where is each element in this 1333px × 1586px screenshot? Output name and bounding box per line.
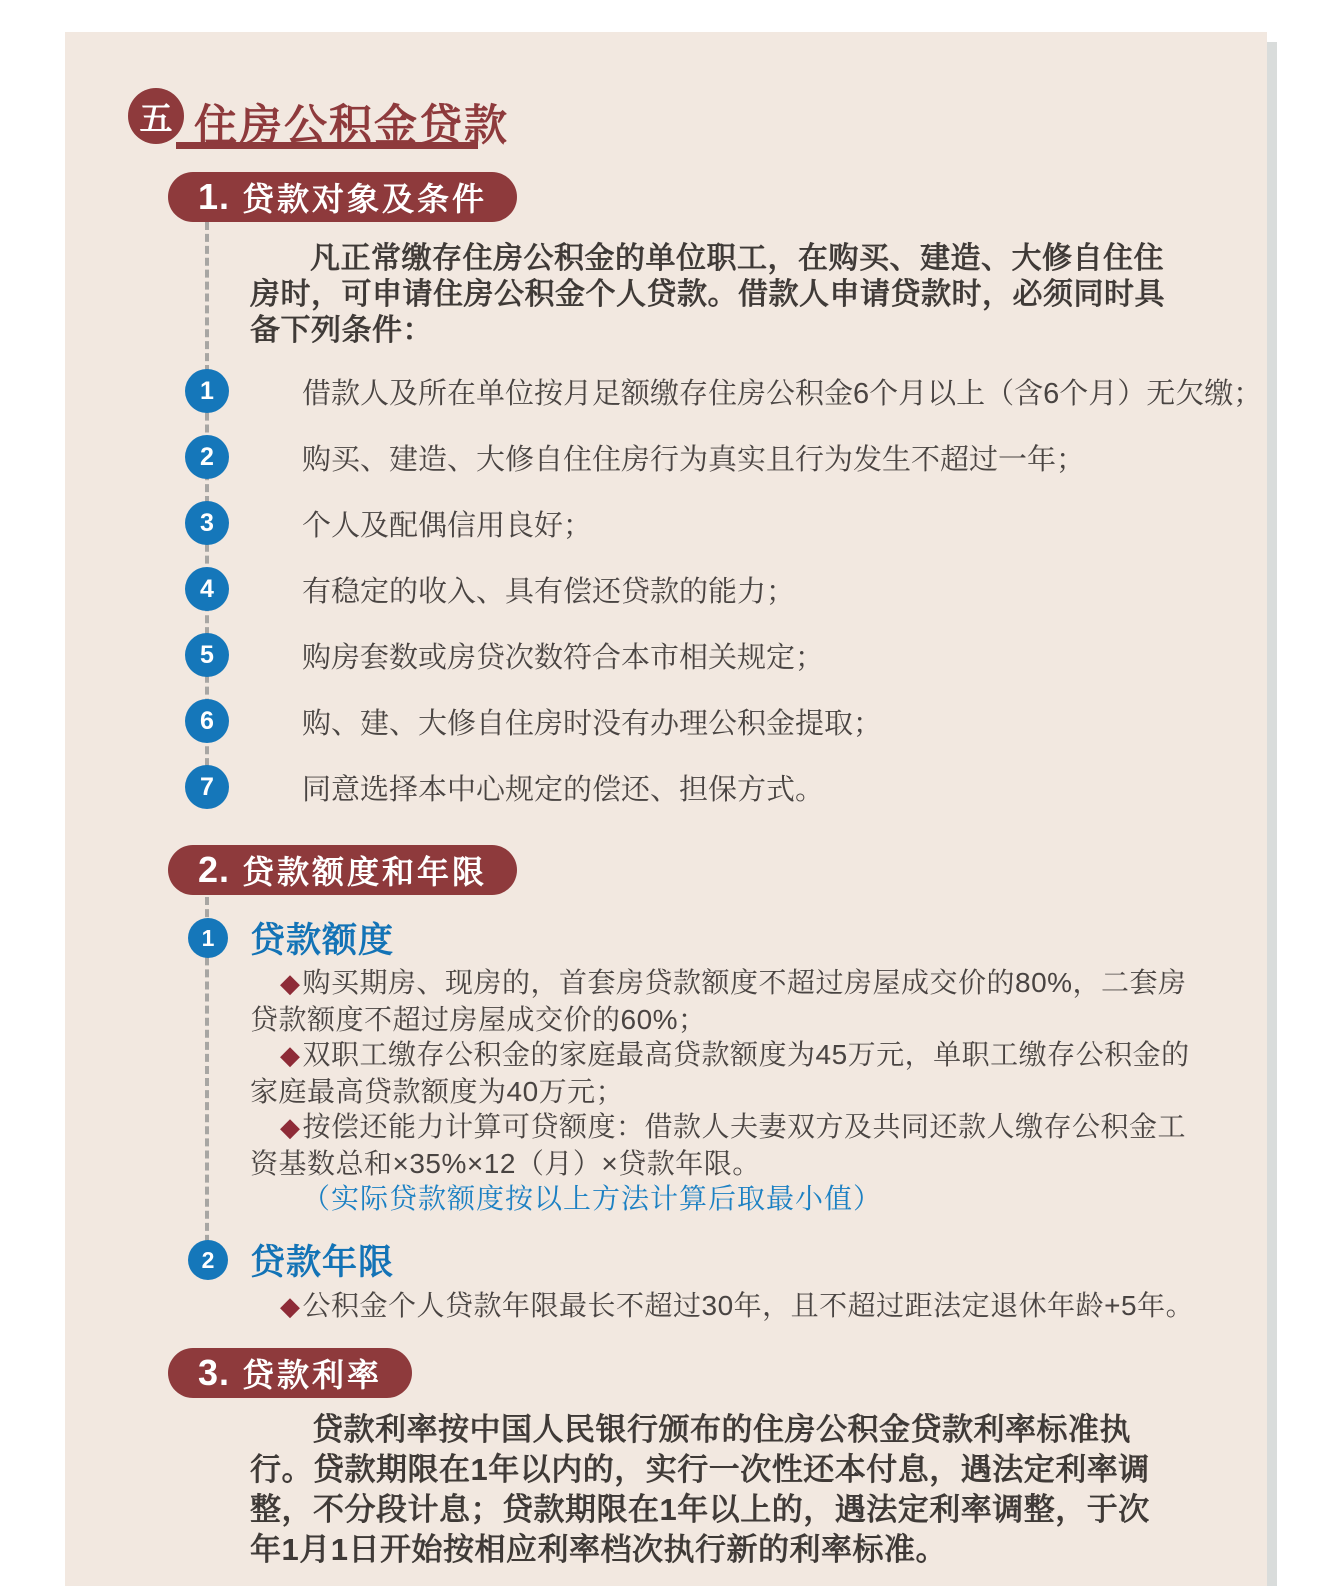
diamond-bullet-icon: ◆ xyxy=(280,1291,301,1321)
loan-amount-note: （实际贷款额度按以上方法计算后取最小值） xyxy=(302,1183,883,1214)
subsection-number-badge: 1 xyxy=(188,918,228,958)
condition-item xyxy=(185,369,1265,413)
bullet-text: 公积金个人贷款年限最长不超过30年，且不超过距法定退休年龄+5年。 xyxy=(302,1290,1195,1321)
item-number-badge: 1 xyxy=(185,369,229,413)
condition-item xyxy=(185,435,1265,479)
diamond-bullet-icon: ◆ xyxy=(280,1040,301,1070)
condition-text: 个人及配偶信用良好； xyxy=(302,509,593,542)
condition-text: 借款人及所在单位按月足额缴存住房公积金6个月以上（含6个月）无欠缴； xyxy=(302,377,1263,410)
condition-item xyxy=(185,633,1265,677)
section-1-heading: 贷款对象及条件 xyxy=(242,181,488,217)
section-five-badge: 五 xyxy=(128,88,184,144)
diamond-bullet-icon: ◆ xyxy=(280,968,301,998)
bullet-item xyxy=(250,1109,1200,1181)
section-3-number: 3. xyxy=(198,1352,231,1393)
subsection-loan-term xyxy=(188,1235,394,1285)
condition-item xyxy=(185,567,1265,611)
loan-term-bullets xyxy=(250,1288,1200,1325)
bullet-text: 按偿还能力计算可贷额度：借款人夫妻双方及共同还款人缴存公积金工资基数总和×35%×12（月）×贷款年限。 xyxy=(250,1111,1187,1179)
item-number-badge: 5 xyxy=(185,633,229,677)
loan-amount-bullets xyxy=(250,965,1200,1217)
condition-text: 有稳定的收入、具有偿还贷款的能力； xyxy=(302,575,796,608)
diamond-bullet-icon: ◆ xyxy=(280,1112,301,1142)
section-2-heading: 贷款额度和年限 xyxy=(242,854,488,890)
item-number-badge: 4 xyxy=(185,567,229,611)
panel-shadow xyxy=(1267,42,1277,1586)
bullet-text: 购买期房、现房的，首套房贷款额度不超过房屋成交价的80%，二套房贷款额度不超过房屋成交价的60%； xyxy=(250,967,1187,1035)
condition-item xyxy=(185,501,1265,545)
condition-text: 购、建、大修自住房时没有办理公积金提取； xyxy=(302,707,883,740)
condition-item xyxy=(185,699,1265,743)
item-number-badge: 3 xyxy=(185,501,229,545)
condition-item xyxy=(185,765,1265,809)
condition-text: 同意选择本中心规定的偿还、担保方式。 xyxy=(302,773,825,806)
section-1-header xyxy=(168,172,517,222)
bullet-item xyxy=(250,965,1200,1037)
condition-text: 购买、建造、大修自住住房行为真实且行为发生不超过一年； xyxy=(302,443,1086,476)
page-title: 住房公积金贷款 xyxy=(194,102,509,150)
item-number-badge: 7 xyxy=(185,765,229,809)
section-3-header xyxy=(168,1348,412,1398)
section-2-header xyxy=(168,845,517,895)
item-number-badge: 6 xyxy=(185,699,229,743)
bullet-item xyxy=(250,1288,1200,1325)
subsection-loan-amount xyxy=(188,913,394,963)
section-1-number: 1. xyxy=(198,176,231,217)
bullet-text: 双职工缴存公积金的家庭最高贷款额度为45万元，单职工缴存公积金的家庭最高贷款额度为40万元； xyxy=(250,1039,1190,1107)
subsection-title: 贷款额度 xyxy=(250,921,395,960)
conditions-list xyxy=(185,369,1265,831)
section-1-intro: 凡正常缴存住房公积金的单位职工，在购买、建造、大修自住住房时，可申请住房公积金个人贷款。借款人申请贷款时，必须同时具备下列条件： xyxy=(250,242,1165,347)
item-number-badge: 2 xyxy=(185,435,229,479)
subsection-title: 贷款年限 xyxy=(250,1243,395,1282)
bullet-item xyxy=(250,1037,1200,1109)
condition-text: 购房套数或房贷次数符合本市相关规定； xyxy=(302,641,825,674)
subsection-number-badge: 2 xyxy=(188,1240,228,1280)
interest-rate-paragraph: 贷款利率按中国人民银行颁布的住房公积金贷款利率标准执行。贷款期限在1年以内的，实行一次性还本付息，遇法定利率调整，不分段计息；贷款期限在1年以上的，遇法定利率调整，于次年1月1日开始按相应利率档次执行新的利率标准。 xyxy=(250,1412,1150,1567)
section-2-number: 2. xyxy=(198,849,231,890)
content-panel xyxy=(65,32,1267,1586)
section-3-heading: 贷款利率 xyxy=(242,1357,383,1393)
